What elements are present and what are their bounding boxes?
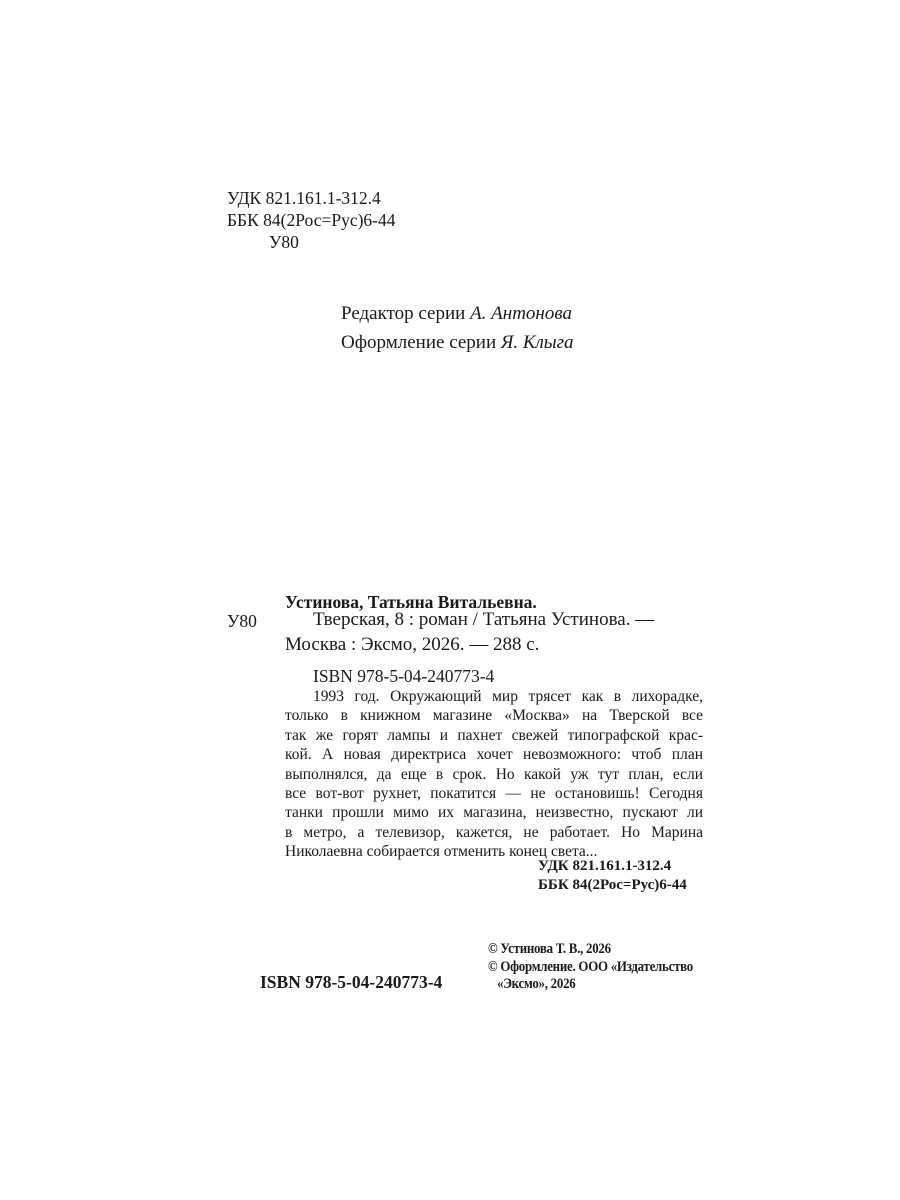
editor-name: А. Антонова	[470, 303, 572, 324]
copyright-design: © Оформление. ООО «Издательство	[488, 959, 693, 975]
annotation-paragraph	[285, 687, 703, 862]
copyright-design-cont: «Эксмо», 2026	[497, 976, 576, 992]
catalog-isbn: ISBN 978-5-04-240773-4	[313, 666, 495, 686]
catalog-imprint-line: Москва : Эксмо, 2026. — 288 с.	[285, 634, 540, 655]
editor-label: Редактор серии	[341, 303, 466, 324]
catalog-bbk: ББК 84(2Рос=Рус)6-44	[538, 877, 687, 893]
catalog-side-sign: У80	[227, 611, 257, 631]
annotation-line: выполнялся, да еще в срок. Но какой уж тут план, если	[285, 765, 703, 783]
annotation-line: 1993 год. Окружающий мир трясет как в лихорадке,	[313, 688, 703, 705]
author-sign-top: У80	[269, 232, 299, 252]
catalog-title-line: Тверская, 8 : роман / Татьяна Устинова. —	[313, 609, 655, 630]
copyright-author: © Устинова Т. В., 2026	[488, 941, 611, 957]
udk-top: УДК 821.161.1-312.4	[227, 188, 381, 208]
bbk-top: ББК 84(2Рос=Рус)6-44	[227, 210, 396, 230]
editor-credit	[341, 300, 572, 328]
catalog-udk: УДК 821.161.1-312.4	[538, 858, 672, 874]
annotation-line: танки прошли мимо их магазина, неизвестно, пускают ли	[285, 804, 703, 822]
annotation-line: Николаевна собирается отменить конец света...	[285, 843, 598, 861]
annotation-line: так же горят лампы и пахнет свежей типографской крас-	[285, 726, 703, 744]
footer-isbn: ISBN 978-5-04-240773-4	[260, 972, 443, 992]
annotation-line: в метро, а телевизор, кажется, не работает. Но Марина	[285, 823, 703, 841]
design-credit	[341, 329, 574, 357]
design-name: Я. Клыга	[500, 332, 574, 353]
annotation-line: все вот-вот рухнет, покатится — не остановишь! Сегодня	[285, 785, 703, 803]
catalog-author: Устинова, Татьяна Витальевна.	[285, 592, 537, 612]
annotation-line: только в книжном магазине «Москва» на Тверской все	[285, 707, 703, 725]
annotation-line: кой. А новая директриса хочет невозможного: чтоб план	[285, 746, 703, 764]
design-label: Оформление серии	[341, 332, 497, 353]
